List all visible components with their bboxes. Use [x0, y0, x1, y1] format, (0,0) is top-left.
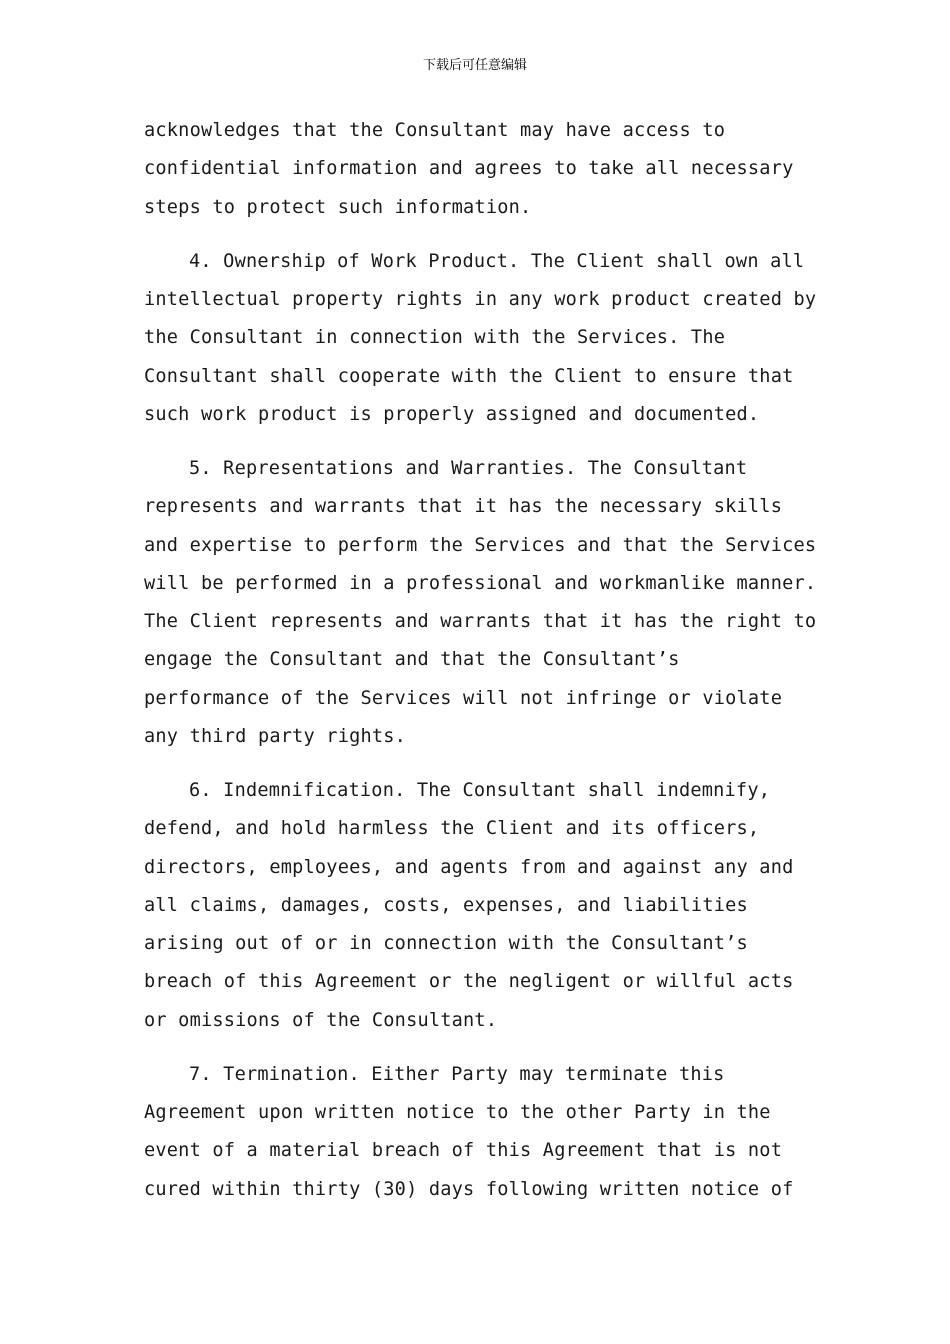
text-line: and expertise to perform the Services and that the Services — [144, 534, 817, 556]
text-line: acknowledges that the Consultant may have access to — [144, 120, 726, 141]
text-line: steps to protect such information. — [144, 196, 532, 218]
text-line: confidential information and agrees to take all necessary — [144, 158, 794, 180]
text-line: or omissions of the Consultant. — [144, 1009, 498, 1031]
text-line: 4. Ownership of Work Product. The Client shall own all — [189, 250, 805, 272]
text-line: represents and warrants that it has the necessary skills — [144, 496, 783, 518]
paragraph-representations — [144, 450, 824, 756]
page-header: 下载后可任意编辑 — [422, 58, 527, 73]
paragraph-indemnification — [144, 772, 824, 1040]
text-line: intellectual property rights in any work product created by — [144, 289, 817, 310]
text-line: the Consultant in connection with the Services. The — [144, 327, 726, 349]
text-line: any third party rights. — [144, 725, 407, 747]
text-line: such work product is properly assigned and documented. — [144, 403, 760, 425]
text-line: Agreement upon written notice to the other Party in the — [144, 1102, 771, 1123]
text-line: 7. Termination. Either Party may terminate this — [189, 1063, 725, 1085]
text-line: engage the Consultant and that the Consultant’s — [144, 649, 680, 671]
paragraph-confidentiality-continued — [144, 112, 824, 227]
text-line: will be performed in a professional and workmanlike manner. — [144, 572, 817, 594]
text-line: The Client represents and warrants that it has the right to — [144, 611, 817, 632]
text-line: directors, employees, and agents from and against any and — [144, 856, 794, 878]
text-line: 5. Representations and Warranties. The Consultant — [189, 458, 748, 479]
text-line: 6. Indemnification. The Consultant shall indemnify, — [189, 780, 771, 801]
document-body — [144, 112, 824, 1225]
text-line: breach of this Agreement or the negligent or willful acts — [144, 971, 794, 993]
text-line: defend, and hold harmless the Client and its officers, — [144, 818, 760, 840]
paragraph-ownership — [144, 243, 824, 434]
text-line: cured within thirty (30) days following written notice of — [144, 1178, 794, 1200]
text-line: all claims, damages, costs, expenses, and liabilities — [144, 894, 748, 916]
text-line: performance of the Services will not infringe or violate — [144, 687, 783, 709]
text-line: arising out of or in connection with the Consultant’s — [144, 933, 748, 954]
text-line: event of a material breach of this Agreement that is not — [144, 1140, 783, 1162]
text-line: Consultant shall cooperate with the Client to ensure that — [144, 365, 794, 387]
paragraph-termination — [144, 1056, 824, 1209]
